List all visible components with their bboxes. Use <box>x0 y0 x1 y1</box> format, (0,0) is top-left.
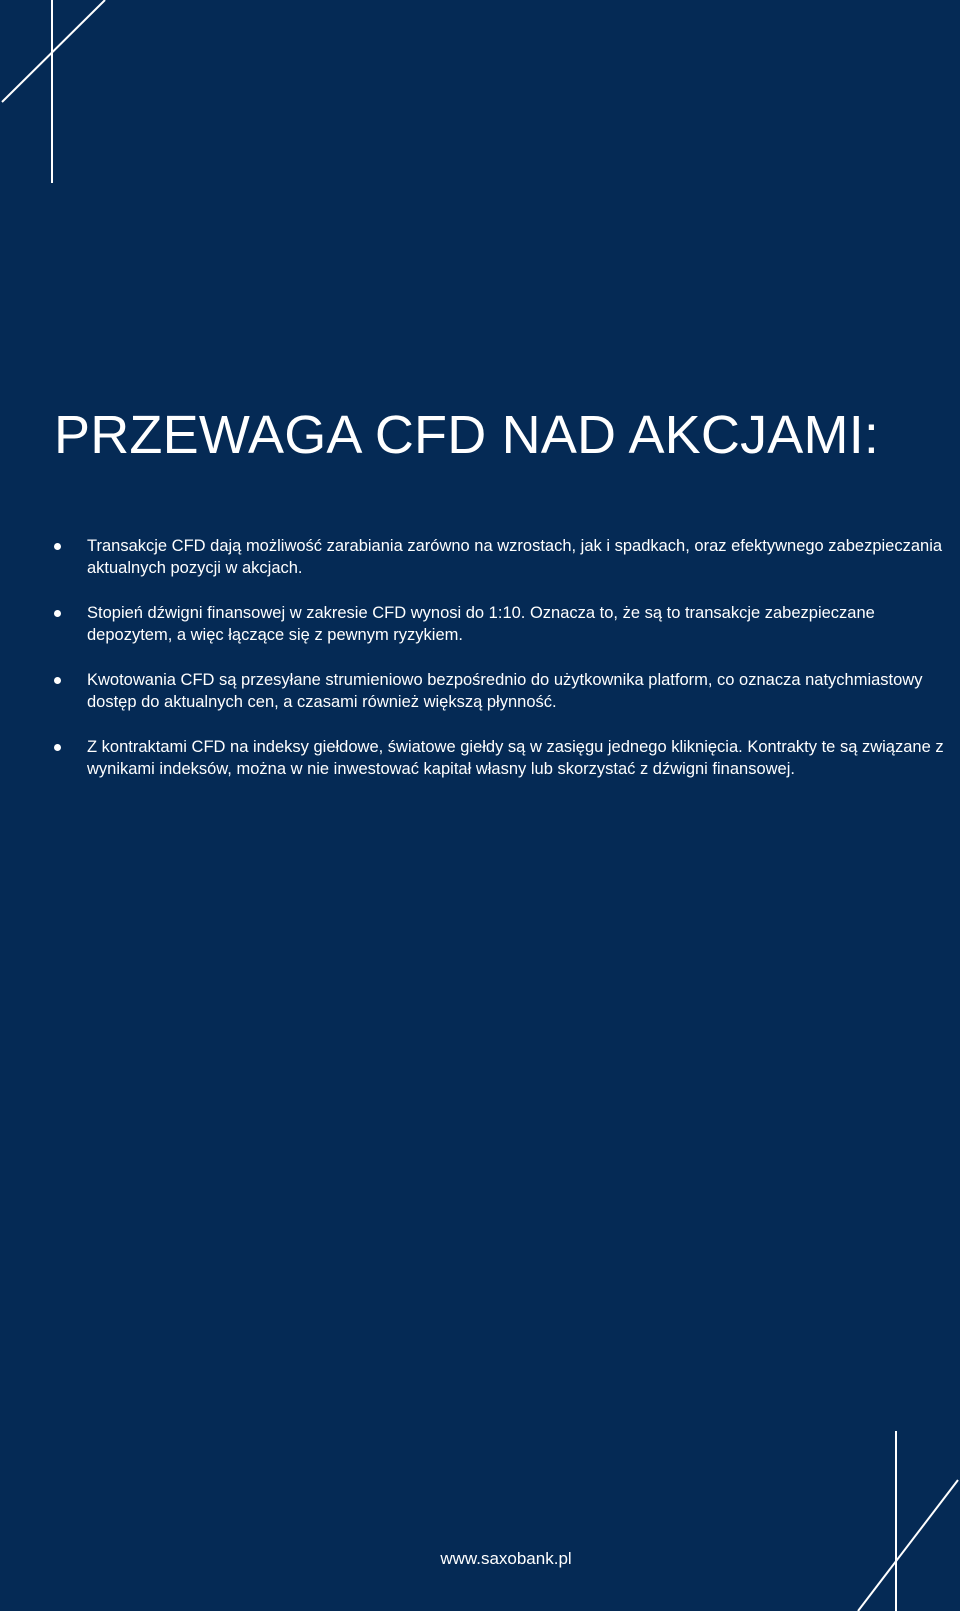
bullet-icon <box>54 610 61 617</box>
top-left-diagonal-line <box>2 0 105 102</box>
list-item <box>54 602 954 646</box>
page-title: PRZEWAGA CFD NAD AKCJAMI: <box>54 405 880 465</box>
list-item <box>54 736 954 780</box>
list-item-text: Kwotowania CFD są przesyłane strumieniowo bezpośrednio do użytkownika platform, co oznacza natychmiastowy dostęp do aktualnych cen, a czasami również większą płynność. <box>87 671 923 711</box>
bullet-icon <box>54 744 61 751</box>
bullet-icon <box>54 677 61 684</box>
list-item-text: Z kontraktami CFD na indeksy giełdowe, światowe giełdy są w zasięgu jednego kliknięcia. Kontrakty te są związane z wynikami indeksów, można w nie inwestować kapitał własny lub skorzystać z dźwigni finansowej. <box>87 738 944 778</box>
bullet-icon <box>54 543 61 550</box>
list-item-text: Transakcje CFD dają możliwość zarabiania zarówno na wzrostach, jak i spadkach, oraz efektywnego zabezpieczania aktualnych pozycji w akcjach. <box>87 537 943 577</box>
list-item <box>54 669 954 713</box>
list-item <box>54 535 954 579</box>
list-item-text: Stopień dźwigni finansowej w zakresie CFD wynosi do 1:10. Oznacza to, że są to transakcje zabezpieczane depozytem, a więc łączące się z pewnym ryzykiem. <box>87 604 875 644</box>
advantages-list <box>54 535 954 803</box>
bottom-right-diagonal-line <box>858 1480 958 1611</box>
website-link[interactable]: www.saxobank.pl <box>440 1549 572 1568</box>
